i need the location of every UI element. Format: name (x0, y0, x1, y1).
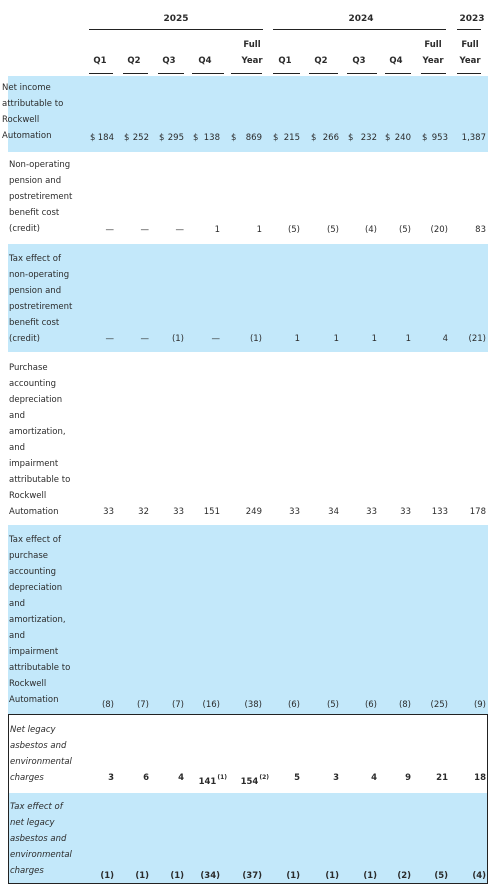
table-cell: (7) (136, 700, 149, 710)
row-label: Net income attributable to Rockwell Automation (2, 83, 64, 141)
table-cell: 266 (322, 133, 339, 143)
table-cell: 240 (394, 133, 411, 143)
row-label: Non-operating pension and postretirement benefit cost (credit) (9, 160, 73, 234)
column-header: Q2 (127, 56, 141, 66)
row-label: Purchase accounting depreciation and amortization, and impairment attributable to Rockwell Automation (9, 363, 71, 517)
row-label: Tax effect of purchase accounting depreciation and amortization, and impairment attributable to Rockwell Automation (9, 535, 71, 705)
column-header: Full Year (422, 40, 444, 66)
table-cell: 184 (97, 133, 114, 143)
table-cell: 141$^{(1)}$ (198, 774, 227, 787)
column-header: Q1 (93, 56, 107, 66)
table-cell: (20) (430, 225, 448, 235)
table-cell: 1 (405, 334, 411, 344)
table-cell: 232 (360, 133, 377, 143)
currency-symbol: $ (231, 133, 237, 143)
currency-symbol: $ (311, 133, 317, 143)
column-header: Q2 (314, 56, 328, 66)
column-header: Q1 (278, 56, 292, 66)
table-cell: 138 (203, 133, 220, 143)
table-cell: 4 (178, 773, 184, 783)
table-cell: (37) (242, 871, 262, 881)
currency-symbol: $ (159, 133, 165, 143)
table-cell: 249 (245, 507, 262, 517)
table-cell: — (140, 225, 149, 235)
table-cell: (1) (325, 871, 339, 881)
table-cell: (8) (398, 700, 411, 710)
table-cell: 252 (132, 133, 149, 143)
table-cell: (1) (135, 871, 149, 881)
table-cell: 154$^{(2)}$ (240, 774, 269, 787)
column-underline (192, 73, 224, 74)
table-cell: 5 (294, 773, 300, 783)
table-cell: (5) (326, 225, 339, 235)
column-underline (89, 73, 113, 74)
row-label: Tax effect of net legacy asbestos and environmental charges (10, 802, 72, 876)
table-cell: — (105, 334, 114, 344)
table-cell: (5) (398, 225, 411, 235)
column-underline (347, 73, 377, 74)
table-cell: (6) (287, 700, 300, 710)
table-cell: 9 (405, 773, 411, 783)
column-underline (457, 73, 481, 74)
table-cell: 1 (371, 334, 377, 344)
table-cell: 6 (143, 773, 149, 783)
table-cell: 32 (138, 507, 149, 517)
row-label: Net legacy asbestos and environmental charges (10, 725, 72, 783)
table-cell: (9) (473, 700, 486, 710)
table-cell: (1) (170, 871, 184, 881)
year-header: 2023 (459, 14, 485, 24)
column-underline (273, 73, 300, 74)
table-cell: 33 (366, 507, 377, 517)
table-cell: (25) (430, 700, 448, 710)
column-header: Full Year (459, 40, 481, 66)
table-cell: (34) (200, 871, 220, 881)
footnote-marker: (2) (259, 774, 269, 781)
table-cell: 3 (108, 773, 114, 783)
table-cell: (7) (171, 700, 184, 710)
column-header: Q4 (198, 56, 212, 66)
table-cell: (5) (326, 700, 339, 710)
table-cell: (1) (363, 871, 377, 881)
year-underline (273, 29, 446, 30)
table-cell: (1) (249, 334, 262, 344)
table-cell: 133 (431, 507, 448, 517)
column-header: Q3 (162, 56, 176, 66)
table-cell: (1) (286, 871, 300, 881)
table-cell: 33 (103, 507, 114, 517)
table-cell: (21) (468, 334, 486, 344)
column-underline (231, 73, 262, 74)
table-cell: 33 (173, 507, 184, 517)
table-cell: 1 (256, 225, 262, 235)
table-cell: (6) (364, 700, 377, 710)
table-cell: (5) (434, 871, 448, 881)
footnote-marker: (1) (217, 774, 227, 781)
table-cell: 1,387 (461, 133, 486, 143)
table-cell: — (211, 334, 220, 344)
table-cell: 1 (333, 334, 339, 344)
currency-symbol: $ (422, 133, 428, 143)
column-underline (158, 73, 184, 74)
column-underline (385, 73, 411, 74)
table-cell: (1) (171, 334, 184, 344)
table-cell: (8) (101, 700, 114, 710)
currency-symbol: $ (385, 133, 391, 143)
currency-symbol: $ (273, 133, 279, 143)
year-header: 2024 (348, 14, 374, 24)
column-header: Q4 (389, 56, 403, 66)
table-cell: 178 (469, 507, 486, 517)
year-header: 2025 (163, 14, 189, 24)
year-underline (89, 29, 263, 30)
column-underline (309, 73, 338, 74)
table-cell: 215 (283, 133, 300, 143)
table-cell: — (175, 225, 184, 235)
table-cell: (4) (364, 225, 377, 235)
column-underline (123, 73, 148, 74)
table-cell: (4) (472, 871, 486, 881)
table-cell: 1 (214, 225, 220, 235)
column-header: Full Year (241, 40, 263, 66)
table-cell: 34 (328, 507, 339, 517)
table-cell: 151 (203, 507, 220, 517)
table-cell: 18 (474, 773, 486, 783)
currency-symbol: $ (193, 133, 199, 143)
table-cell: 83 (475, 225, 486, 235)
currency-symbol: $ (348, 133, 354, 143)
currency-symbol: $ (124, 133, 130, 143)
table-cell: (38) (244, 700, 262, 710)
table-cell: (2) (397, 871, 411, 881)
table-cell: — (105, 225, 114, 235)
table-cell: 33 (400, 507, 411, 517)
table-cell: (5) (287, 225, 300, 235)
table-cell: (16) (202, 700, 220, 710)
table-cell: — (140, 334, 149, 344)
table-cell: 33 (289, 507, 300, 517)
row-label: Tax effect of non-operating pension and postretirement benefit cost (credit) (9, 254, 73, 344)
column-header: Q3 (352, 56, 366, 66)
table-cell: 953 (431, 133, 448, 143)
table-cell: 21 (436, 773, 448, 783)
table-cell: 4 (371, 773, 377, 783)
table-cell: 4 (442, 334, 448, 344)
currency-symbol: $ (90, 133, 96, 143)
table-cell: 295 (167, 133, 184, 143)
table-cell: 1 (294, 334, 300, 344)
table-cell: (1) (100, 871, 114, 881)
table-cell: 869 (245, 133, 262, 143)
table-cell: 3 (333, 773, 339, 783)
year-underline (457, 29, 481, 30)
column-underline (421, 73, 446, 74)
